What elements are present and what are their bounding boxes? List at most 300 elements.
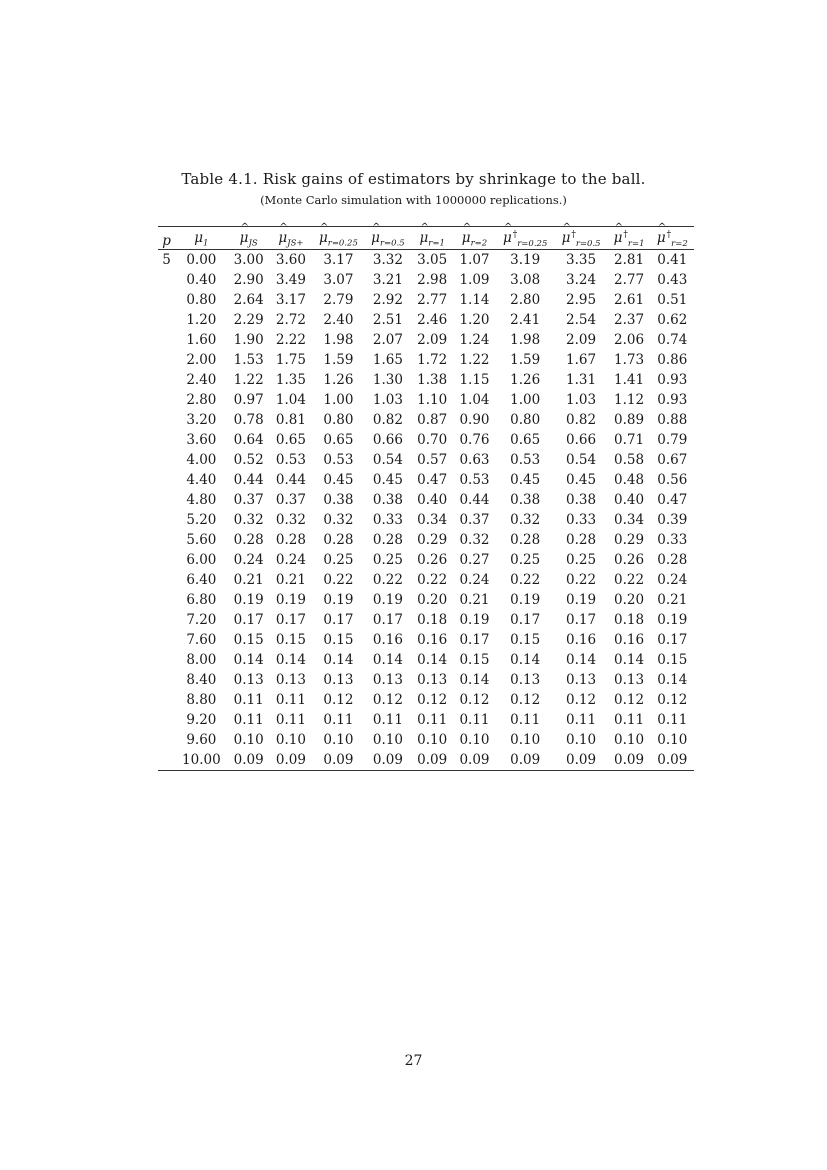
page-number: 27 xyxy=(404,1053,423,1069)
table-cell: 2.80 xyxy=(186,392,217,408)
table-cell: 0.45 xyxy=(323,472,354,488)
table-row xyxy=(158,630,694,650)
table-cell: 0.44 xyxy=(459,492,490,508)
table-row xyxy=(158,730,694,750)
table-cell: 0.81 xyxy=(275,412,306,428)
table-cell: 0.12 xyxy=(657,692,688,708)
table-cell: 0.12 xyxy=(417,692,448,708)
table-cell: 0.16 xyxy=(372,632,403,648)
table-row xyxy=(158,310,694,330)
table-cell: 0.89 xyxy=(614,412,645,428)
table-cell: 0.10 xyxy=(372,732,403,748)
table-cell: 0.09 xyxy=(453,750,495,771)
table-cell: 2.09 xyxy=(417,332,448,348)
table-cell: 6.00 xyxy=(186,552,217,568)
table-cell: 3.19 xyxy=(510,252,541,268)
table-cell: 0.45 xyxy=(510,472,541,488)
table-cell: 2.41 xyxy=(510,312,541,328)
table-cell: 0.17 xyxy=(233,612,264,628)
table-cell: 2.98 xyxy=(417,272,448,288)
table-row xyxy=(158,590,694,610)
table-cell: 0.44 xyxy=(233,472,264,488)
table-cell: 0.21 xyxy=(233,572,264,588)
table-cell: 7.60 xyxy=(186,632,217,648)
table-cell: 0.25 xyxy=(510,552,541,568)
table-cell: 7.20 xyxy=(186,612,217,628)
table-cell: 4.00 xyxy=(186,452,217,468)
table-row xyxy=(158,290,694,310)
table-cell: 1.15 xyxy=(459,372,490,388)
table-cell: 0.80 xyxy=(323,412,354,428)
table-cell: 1.04 xyxy=(275,392,306,408)
table-row xyxy=(158,430,694,450)
table-cell: 1.72 xyxy=(417,352,448,368)
table-cell: 0.17 xyxy=(323,612,354,628)
table-cell: 0.24 xyxy=(657,572,688,588)
table-cell: 0.19 xyxy=(566,592,597,608)
col-header-js: ^ $\mu_{JS}$ xyxy=(228,227,270,250)
table-cell: 1.73 xyxy=(614,352,645,368)
table-cell: 1.00 xyxy=(510,392,541,408)
table-cell xyxy=(158,310,175,330)
table-cell: 0.09 xyxy=(607,750,650,771)
table-cell: 1.35 xyxy=(275,372,306,388)
table-row xyxy=(158,370,694,390)
table-subcaption: (Monte Carlo simulation with 1000000 replications.) xyxy=(260,193,567,207)
table-cell xyxy=(158,290,175,310)
table-cell xyxy=(158,750,175,771)
table-caption: Table 4.1. Risk gains of estimators by shrinkage to the ball. xyxy=(181,170,646,188)
table-cell: 0.65 xyxy=(510,432,541,448)
table-row xyxy=(158,530,694,550)
table-cell: 0.14 xyxy=(657,672,688,688)
table-row xyxy=(158,450,694,470)
table-cell: 0.53 xyxy=(323,452,354,468)
table-cell: 0.25 xyxy=(372,552,403,568)
table-row xyxy=(158,570,694,590)
table-cell: 1.03 xyxy=(372,392,403,408)
table-cell xyxy=(158,710,175,730)
table-cell xyxy=(158,390,175,410)
risk-gains-table xyxy=(158,226,694,771)
table-cell: 0.09 xyxy=(411,750,453,771)
col-header-dagger-r05: ^ $\mu^\dagger_{r=0.5}$ xyxy=(555,227,608,250)
col-header-dagger-r1: ^ $\mu^\dagger_{r=1}$ xyxy=(607,227,650,250)
table-cell: 1.30 xyxy=(372,372,403,388)
table-cell: 0.47 xyxy=(417,472,448,488)
table-cell: 0.93 xyxy=(657,392,688,408)
table-cell: 0.22 xyxy=(417,572,448,588)
table-cell: 3.17 xyxy=(275,292,306,308)
table-cell: 0.15 xyxy=(657,652,688,668)
table-cell: 0.10 xyxy=(459,732,490,748)
table-cell: 2.95 xyxy=(566,292,597,308)
col-header-r025: ^ $\mu_{r=0.25}$ xyxy=(312,227,365,250)
table-cell xyxy=(158,370,175,390)
table-cell: 3.07 xyxy=(323,272,354,288)
table-cell: 0.37 xyxy=(459,512,490,528)
table-cell: 0.66 xyxy=(566,432,597,448)
table-cell: 1.09 xyxy=(459,272,490,288)
table-cell: 3.60 xyxy=(275,252,306,268)
table-cell: 3.24 xyxy=(566,272,597,288)
table-cell xyxy=(158,330,175,350)
table-cell: 3.21 xyxy=(372,272,403,288)
table-cell: 0.21 xyxy=(459,592,490,608)
table-row xyxy=(158,750,694,771)
table-cell: 2.64 xyxy=(233,292,264,308)
table-cell xyxy=(158,430,175,450)
table-cell xyxy=(158,570,175,590)
table-cell: 0.13 xyxy=(510,672,541,688)
table-cell: 1.98 xyxy=(510,332,541,348)
table-cell: 0.11 xyxy=(275,712,306,728)
table-cell: 3.00 xyxy=(233,252,264,268)
table-cell: 1.22 xyxy=(233,372,264,388)
table-cell: 0.65 xyxy=(275,432,306,448)
table-cell: 0.13 xyxy=(323,672,354,688)
table-cell: 6.40 xyxy=(186,572,217,588)
table-cell: 0.11 xyxy=(323,712,354,728)
table-cell: 0.14 xyxy=(275,652,306,668)
table-cell: 0.20 xyxy=(417,592,448,608)
table-cell: 0.09 xyxy=(228,750,270,771)
table-cell: 10.00 xyxy=(175,750,227,771)
table-cell: 0.18 xyxy=(614,612,645,628)
table-cell: 0.17 xyxy=(275,612,306,628)
table-cell: 4.80 xyxy=(186,492,217,508)
table-cell: 0.38 xyxy=(510,492,541,508)
table-row xyxy=(158,610,694,630)
table-cell: 0.87 xyxy=(417,412,448,428)
table-cell: 0.48 xyxy=(614,472,645,488)
table-cell: 0.14 xyxy=(372,652,403,668)
table-cell: 0.32 xyxy=(459,532,490,548)
table-cell: 0.11 xyxy=(566,712,597,728)
table-cell: 0.13 xyxy=(566,672,597,688)
table-cell: 1.07 xyxy=(459,252,490,268)
table-cell: 0.70 xyxy=(417,432,448,448)
table-cell xyxy=(158,490,175,510)
table-body xyxy=(158,250,694,771)
table-cell: 0.21 xyxy=(657,592,688,608)
table-cell: 1.14 xyxy=(459,292,490,308)
table-cell xyxy=(158,610,175,630)
table-cell: 0.28 xyxy=(510,532,541,548)
table-cell: 1.26 xyxy=(510,372,541,388)
table-cell: 0.74 xyxy=(657,332,688,348)
table-cell: 2.92 xyxy=(372,292,403,308)
table-cell: 2.07 xyxy=(372,332,403,348)
table-cell: 0.39 xyxy=(657,512,688,528)
table-cell: 1.22 xyxy=(459,352,490,368)
table-cell: 0.97 xyxy=(233,392,264,408)
table-cell: 2.29 xyxy=(233,312,264,328)
table-cell: 0.53 xyxy=(510,452,541,468)
table-cell: 5.20 xyxy=(186,512,217,528)
table-cell: 0.80 xyxy=(186,292,217,308)
table-row xyxy=(158,250,694,271)
table-cell: 0.34 xyxy=(614,512,645,528)
table-cell: 0.14 xyxy=(233,652,264,668)
table-cell: 1.20 xyxy=(186,312,217,328)
table-row xyxy=(158,270,694,290)
table-cell: 0.37 xyxy=(233,492,264,508)
table-cell: 1.75 xyxy=(275,352,306,368)
table-cell: 0.20 xyxy=(614,592,645,608)
table-cell xyxy=(158,450,175,470)
table-cell: 0.13 xyxy=(275,672,306,688)
table-cell: 0.25 xyxy=(566,552,597,568)
table-row xyxy=(158,550,694,570)
table-cell: 0.13 xyxy=(614,672,645,688)
table-cell: 0.24 xyxy=(275,552,306,568)
table-row xyxy=(158,330,694,350)
table-row xyxy=(158,390,694,410)
table-cell: 0.12 xyxy=(323,692,354,708)
table-cell xyxy=(158,470,175,490)
table-cell: 0.19 xyxy=(510,592,541,608)
table-cell: 1.04 xyxy=(459,392,490,408)
table-cell: 0.43 xyxy=(657,272,688,288)
table-cell: 0.62 xyxy=(657,312,688,328)
table-cell: 0.79 xyxy=(657,432,688,448)
table-cell: 0.09 xyxy=(555,750,608,771)
table-cell: 0.51 xyxy=(657,292,688,308)
table-cell xyxy=(158,590,175,610)
table-cell: 9.20 xyxy=(186,712,217,728)
table-row xyxy=(158,490,694,510)
table-cell: 9.60 xyxy=(186,732,217,748)
col-header-dagger-r025: ^ $\mu^\dagger_{r=0.25}$ xyxy=(496,227,555,250)
table-cell: 0.27 xyxy=(459,552,490,568)
table-cell: 0.32 xyxy=(233,512,264,528)
table-cell: 0.17 xyxy=(566,612,597,628)
table-cell: 0.17 xyxy=(657,632,688,648)
table-cell: 0.76 xyxy=(459,432,490,448)
table-cell: 3.20 xyxy=(186,412,217,428)
table-cell: 0.33 xyxy=(566,512,597,528)
table-cell: 3.05 xyxy=(417,252,448,268)
table-cell: 0.16 xyxy=(566,632,597,648)
table-cell: 4.40 xyxy=(186,472,217,488)
table-cell: 0.22 xyxy=(510,572,541,588)
table-cell: 3.32 xyxy=(372,252,403,268)
table-cell: 0.58 xyxy=(614,452,645,468)
table-cell: 0.66 xyxy=(372,432,403,448)
table-cell: 0.10 xyxy=(657,732,688,748)
table-cell: 0.57 xyxy=(417,452,448,468)
table-cell: 1.90 xyxy=(233,332,264,348)
table-cell: 0.26 xyxy=(614,552,645,568)
table-cell: 0.14 xyxy=(417,652,448,668)
table-cell xyxy=(158,630,175,650)
table-cell xyxy=(158,670,175,690)
table-cell: 1.59 xyxy=(323,352,354,368)
table-cell: 0.15 xyxy=(459,652,490,668)
table-cell: 1.00 xyxy=(323,392,354,408)
table-cell: 0.90 xyxy=(459,412,490,428)
table-cell: 1.12 xyxy=(614,392,645,408)
table-cell: 0.19 xyxy=(323,592,354,608)
table-cell: 1.03 xyxy=(566,392,597,408)
table-cell: 0.14 xyxy=(614,652,645,668)
table-cell: 2.77 xyxy=(417,292,448,308)
table-cell: 0.52 xyxy=(233,452,264,468)
table-cell: 0.13 xyxy=(417,672,448,688)
table-cell: 8.40 xyxy=(186,672,217,688)
table-cell: 0.16 xyxy=(614,632,645,648)
table-row xyxy=(158,510,694,530)
col-header-dagger-r2: ^ $\mu^\dagger_{r=2}$ xyxy=(651,227,694,250)
table-cell: 0.45 xyxy=(566,472,597,488)
table-cell: 0.09 xyxy=(312,750,365,771)
table-cell: 1.10 xyxy=(417,392,448,408)
table-cell: 0.38 xyxy=(566,492,597,508)
table-cell: 0.40 xyxy=(614,492,645,508)
table-cell: 1.65 xyxy=(372,352,403,368)
table-cell: 3.08 xyxy=(510,272,541,288)
table-cell: 0.10 xyxy=(275,732,306,748)
table-cell: 1.98 xyxy=(323,332,354,348)
table-cell: 2.06 xyxy=(614,332,645,348)
table-cell: 2.40 xyxy=(323,312,354,328)
table-cell: 0.19 xyxy=(233,592,264,608)
table-cell: 0.67 xyxy=(657,452,688,468)
table-cell: 0.64 xyxy=(233,432,264,448)
table-cell: 0.09 xyxy=(651,750,694,771)
table-cell: 0.40 xyxy=(186,272,217,288)
col-header-jsplus: ^ $\mu_{JS+}$ xyxy=(270,227,312,250)
table-cell xyxy=(158,730,175,750)
table-cell: 2.40 xyxy=(186,372,217,388)
table-cell: 0.32 xyxy=(323,512,354,528)
col-header-r2: ^ $\mu_{r=2}$ xyxy=(453,227,495,250)
table-cell: 1.20 xyxy=(459,312,490,328)
table-cell: 0.19 xyxy=(372,592,403,608)
table-cell: 0.86 xyxy=(657,352,688,368)
table-cell: 0.10 xyxy=(417,732,448,748)
table-cell: 2.54 xyxy=(566,312,597,328)
table-cell: 0.11 xyxy=(417,712,448,728)
table-cell: 0.88 xyxy=(657,412,688,428)
table-cell: 2.37 xyxy=(614,312,645,328)
table-cell: 0.80 xyxy=(510,412,541,428)
table-row xyxy=(158,470,694,490)
col-header-r1: ^ $\mu_{r=1}$ xyxy=(411,227,453,250)
table-cell: 0.21 xyxy=(275,572,306,588)
table-cell: 1.67 xyxy=(566,352,597,368)
table-cell: 1.38 xyxy=(417,372,448,388)
table-cell: 6.80 xyxy=(186,592,217,608)
table-row xyxy=(158,690,694,710)
table-cell: 0.18 xyxy=(417,612,448,628)
col-header-p: p xyxy=(158,227,175,250)
table-cell: 0.17 xyxy=(372,612,403,628)
table-cell: 0.37 xyxy=(275,492,306,508)
table-cell: 0.19 xyxy=(657,612,688,628)
col-header-r05: ^ $\mu_{r=0.5}$ xyxy=(365,227,411,250)
table-cell: 2.90 xyxy=(233,272,264,288)
table-cell: 0.33 xyxy=(372,512,403,528)
table-cell: 0.12 xyxy=(372,692,403,708)
table-cell: 0.28 xyxy=(372,532,403,548)
table-cell: 0.12 xyxy=(459,692,490,708)
table-cell: 2.77 xyxy=(614,272,645,288)
table-cell: 0.44 xyxy=(275,472,306,488)
table-cell: 0.15 xyxy=(275,632,306,648)
table-cell: 0.53 xyxy=(459,472,490,488)
table-cell: 0.13 xyxy=(372,672,403,688)
table-cell: 0.38 xyxy=(372,492,403,508)
table-cell: 0.22 xyxy=(614,572,645,588)
table-cell: 0.17 xyxy=(459,632,490,648)
table-cell: 0.11 xyxy=(233,692,264,708)
table-cell: 1.53 xyxy=(233,352,264,368)
table-cell: 0.82 xyxy=(372,412,403,428)
table-cell: 3.49 xyxy=(275,272,306,288)
table-cell: 0.10 xyxy=(323,732,354,748)
table-cell: 0.19 xyxy=(275,592,306,608)
table-cell: 0.26 xyxy=(417,552,448,568)
table-cell: 0.22 xyxy=(323,572,354,588)
table-cell: 0.38 xyxy=(323,492,354,508)
table-cell: 3.17 xyxy=(323,252,354,268)
table-cell: 0.28 xyxy=(275,532,306,548)
table-cell: 2.46 xyxy=(417,312,448,328)
table-cell: 0.25 xyxy=(323,552,354,568)
table-row xyxy=(158,710,694,730)
table-cell: 0.15 xyxy=(233,632,264,648)
table-cell: 1.59 xyxy=(510,352,541,368)
table-cell: 2.51 xyxy=(372,312,403,328)
table-cell: 5 xyxy=(162,252,171,268)
table-cell: 0.11 xyxy=(614,712,645,728)
table-cell: 0.78 xyxy=(233,412,264,428)
table-cell: 0.09 xyxy=(496,750,555,771)
table-cell: 0.29 xyxy=(614,532,645,548)
table-cell: 0.40 xyxy=(417,492,448,508)
table-cell: 1.24 xyxy=(459,332,490,348)
table-cell: 0.24 xyxy=(459,572,490,588)
table-cell: 0.82 xyxy=(566,412,597,428)
table-cell: 0.15 xyxy=(510,632,541,648)
table-cell xyxy=(158,270,175,290)
table-row xyxy=(158,410,694,430)
table-cell: 0.22 xyxy=(372,572,403,588)
table-cell: 0.12 xyxy=(510,692,541,708)
table-cell: 0.10 xyxy=(510,732,541,748)
table-cell: 0.24 xyxy=(233,552,264,568)
table-cell: 0.09 xyxy=(270,750,312,771)
table-cell: 8.00 xyxy=(186,652,217,668)
table-cell: 0.14 xyxy=(459,672,490,688)
table-cell: 0.15 xyxy=(323,632,354,648)
table-cell: 2.61 xyxy=(614,292,645,308)
table-cell: 0.00 xyxy=(186,252,217,268)
table-cell: 2.22 xyxy=(275,332,306,348)
table-cell: 0.54 xyxy=(372,452,403,468)
table-cell: 2.09 xyxy=(566,332,597,348)
table-cell: 0.53 xyxy=(275,452,306,468)
table-cell: 0.65 xyxy=(323,432,354,448)
table-cell: 2.81 xyxy=(614,252,645,268)
col-header-mu1: $\mu_1$ xyxy=(175,227,227,250)
table-cell: 0.16 xyxy=(417,632,448,648)
table-cell: 0.28 xyxy=(566,532,597,548)
table-cell: 0.32 xyxy=(510,512,541,528)
table-cell: 0.11 xyxy=(510,712,541,728)
